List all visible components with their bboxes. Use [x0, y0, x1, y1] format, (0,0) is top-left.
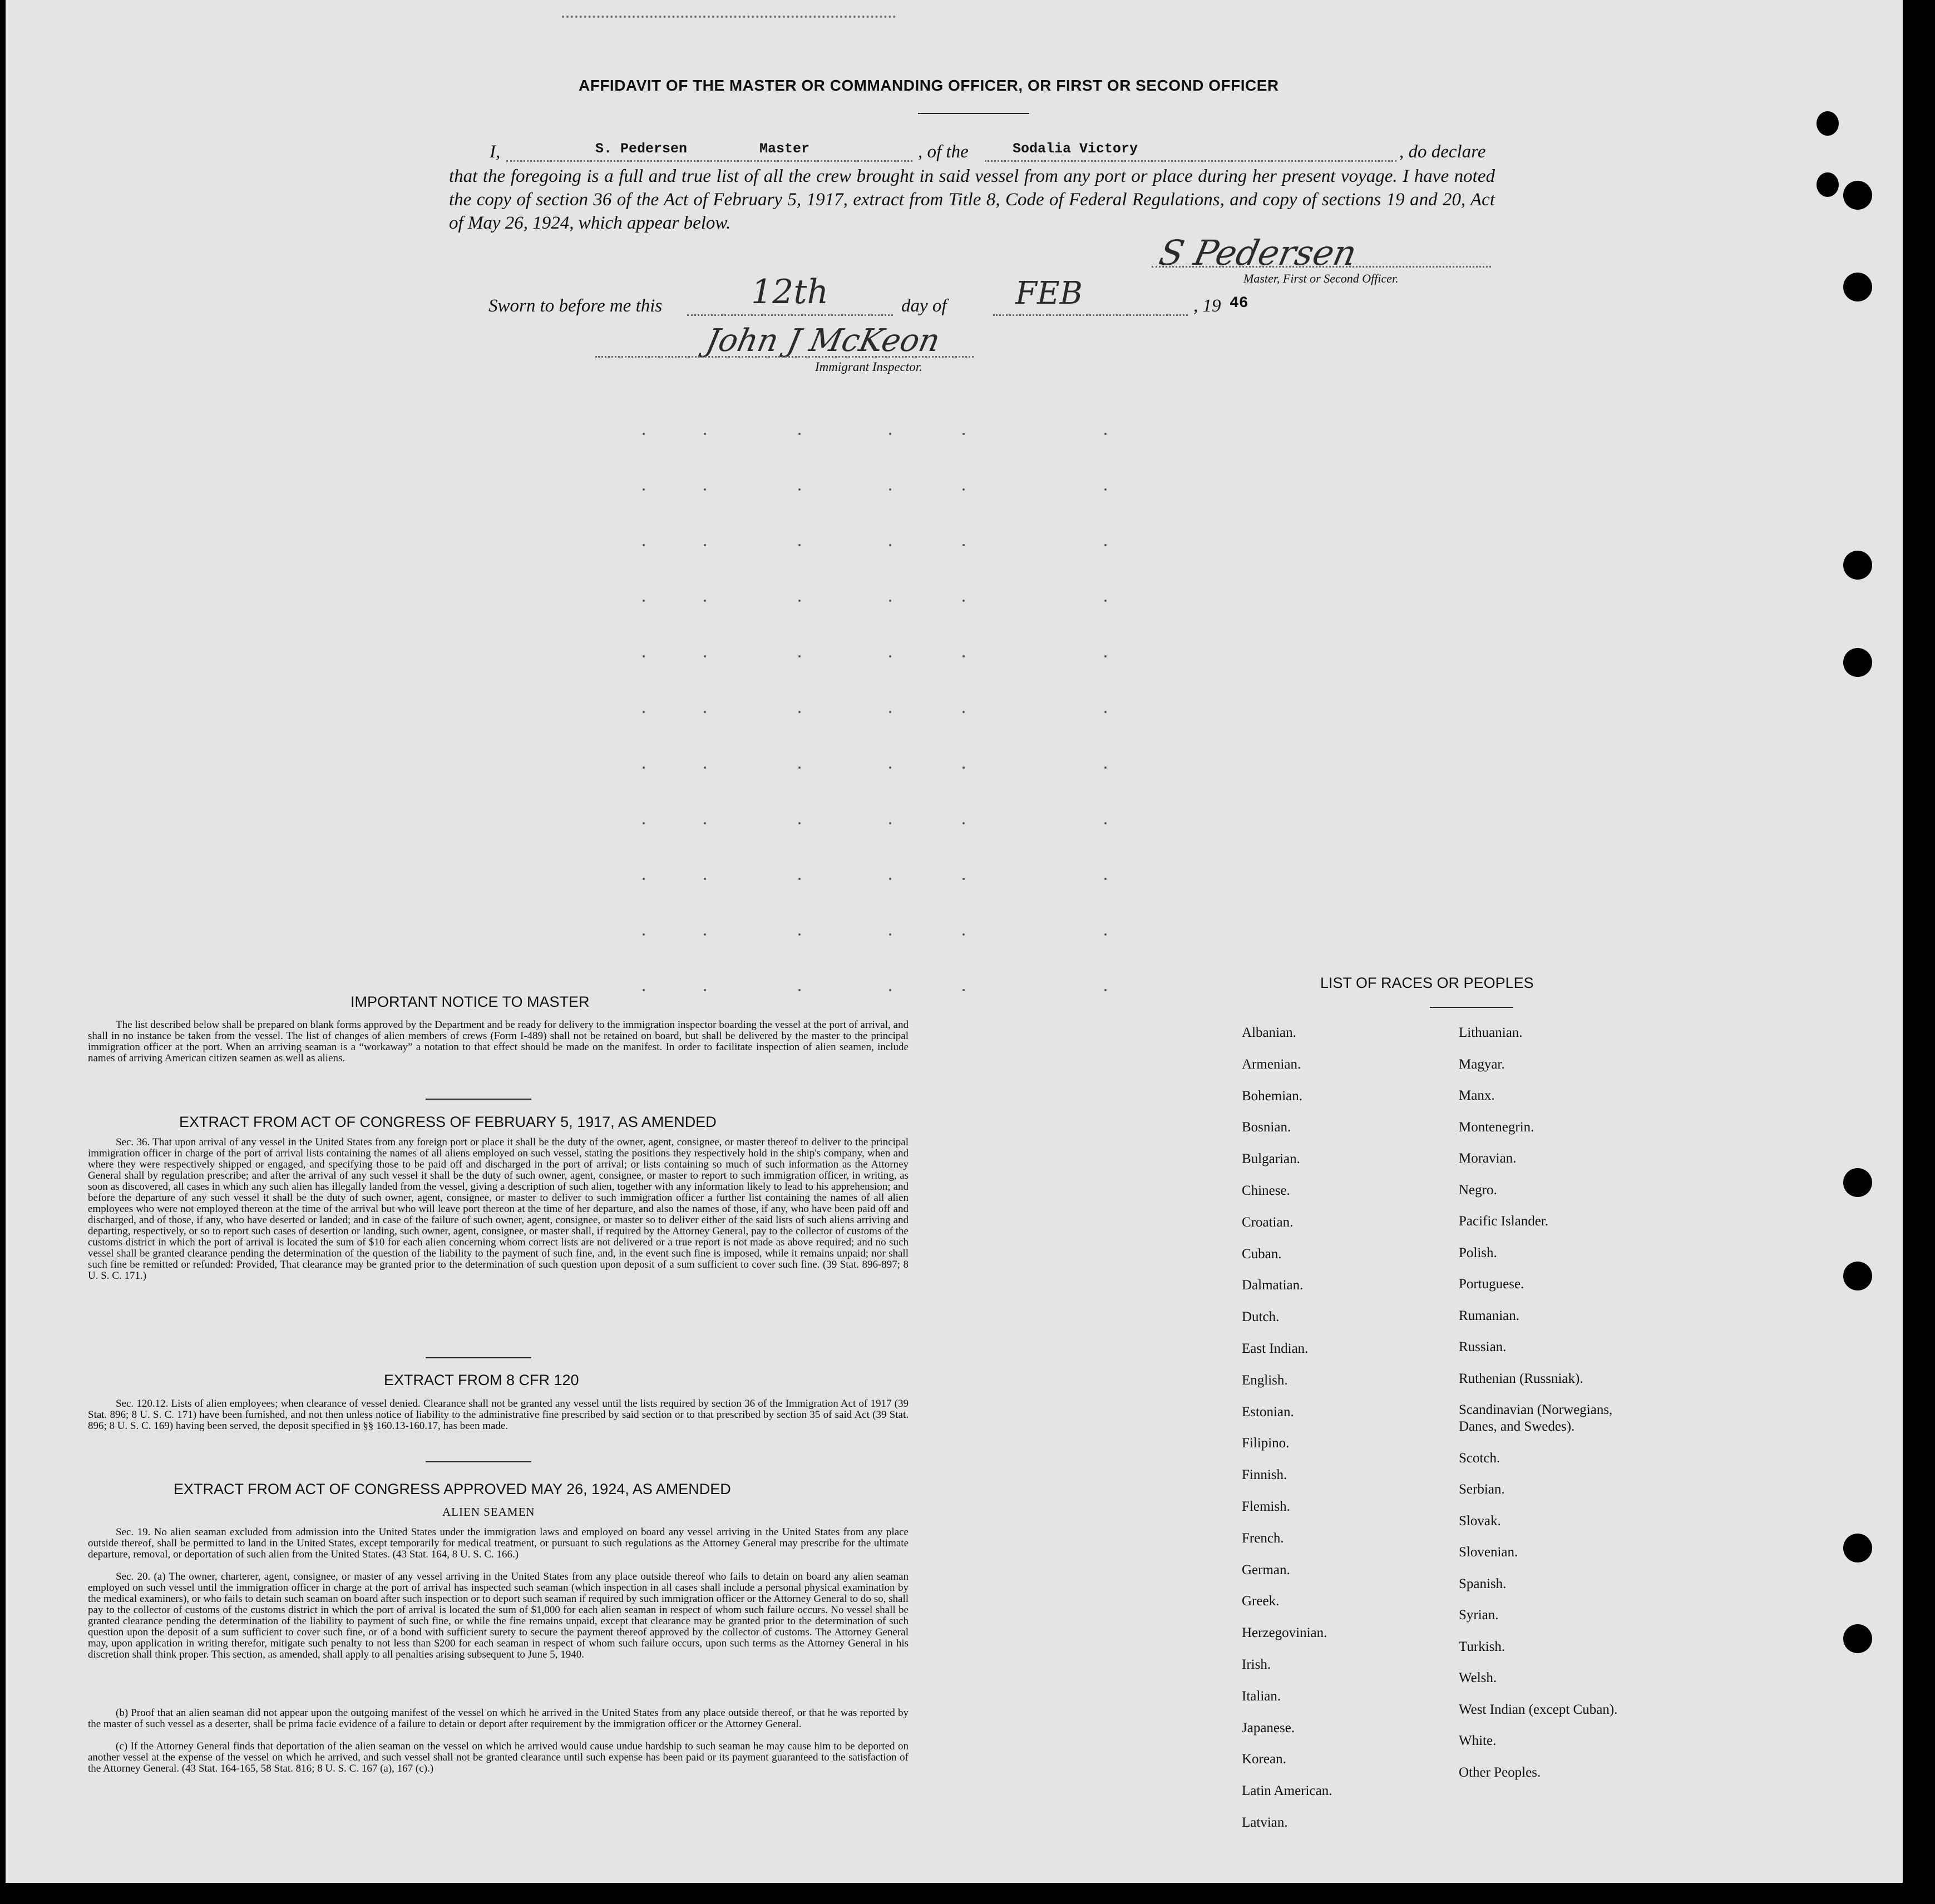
guide-dot — [704, 600, 706, 602]
signature-line — [1152, 266, 1491, 268]
extract-1917-heading: EXTRACT FROM ACT OF CONGRESS OF FEBRUARY 5, 1917, AS AMENDED — [179, 1114, 717, 1130]
race-item: Herzegovinian. — [1242, 1625, 1327, 1641]
race-item: Syrian. — [1459, 1608, 1499, 1623]
race-item: Armenian. — [1242, 1056, 1301, 1072]
guide-dot — [798, 766, 801, 769]
extract-cfr-body: Sec. 120.12. Lists of alien employees; when clearance of vessel denied. Clearance shall not be granted any vessel until the lists required by section 36 of the Immigration Act of 1917 (39 Stat. 896; 8 U. S. C. 171) have been furnished, and not then unless notice of liability to the administrative fine prescribed by said section or to that prescribed by section 35 of said Act (39 Stat. 896; 8 U. S. C. 169) having been served, the deposit specified in §§ 160.13-160.17, has been made. — [88, 1398, 909, 1432]
race-item: Bosnian. — [1242, 1120, 1291, 1135]
race-item: Dalmatian. — [1242, 1278, 1304, 1293]
race-item: Ruthenian (Russniak). — [1459, 1371, 1583, 1386]
race-item: Turkish. — [1459, 1639, 1505, 1654]
guide-dot — [889, 711, 891, 713]
race-item: Welsh. — [1459, 1670, 1497, 1685]
guide-dot — [962, 433, 965, 435]
guide-dot — [798, 488, 801, 491]
binder-hole — [1843, 181, 1872, 210]
race-item: Flemish. — [1242, 1499, 1290, 1514]
race-item: Russian. — [1459, 1339, 1507, 1354]
race-item: Montenegrin. — [1459, 1119, 1534, 1135]
sworn-month: FEB — [1015, 275, 1083, 311]
title-rule — [918, 113, 1029, 114]
race-item: Portuguese. — [1459, 1277, 1524, 1292]
guide-dot — [798, 933, 801, 936]
race-item: Moravian. — [1459, 1151, 1517, 1166]
sworn-year: 46 — [1230, 295, 1248, 312]
extract-1917-rule — [426, 1357, 531, 1358]
race-item: Danes, and Swedes). — [1459, 1419, 1575, 1434]
race-item: Slovenian. — [1459, 1545, 1518, 1560]
race-item: Manx. — [1459, 1088, 1495, 1103]
guide-dot — [1104, 878, 1107, 880]
sworn-month-field — [993, 314, 1188, 316]
race-item: Estonian. — [1242, 1404, 1294, 1420]
guide-dot — [962, 488, 965, 491]
guide-dot — [889, 655, 891, 657]
guide-dot — [704, 989, 706, 991]
declaration-body: that the foregoing is a full and true list of all the crew brought in said vessel from any port or place during her present voyage. I have noted the copy of section 36 of the Act of February 5, 1917, extract from Title 8, Code of Federal Regulations, and copy of sections 19 and 20, Act of May 26, 1924, which appear below. — [449, 166, 1495, 233]
notice-rule — [426, 1099, 531, 1100]
race-item: White. — [1459, 1733, 1497, 1748]
guide-dot — [643, 433, 645, 435]
guide-dot — [798, 822, 801, 824]
guide-dot — [643, 544, 645, 546]
guide-dot — [962, 766, 965, 769]
extract-1924-sec20b: (b) Proof that an alien seaman did not appear upon the outgoing manifest of the vessel on which he arrived in the United States from any place outside thereof, or that he was reported by the master of such vessel as a deserter, shall be prima facie evidence of a failure to detain or deport after requirement by the immigration officer or the Attorney General. — [88, 1707, 909, 1730]
extract-cfr-heading: EXTRACT FROM 8 CFR 120 — [384, 1372, 579, 1388]
race-item: Other Peoples. — [1459, 1764, 1541, 1780]
guide-dot — [962, 655, 965, 657]
binder-hole — [1843, 1534, 1872, 1562]
race-item: Albanian. — [1242, 1025, 1296, 1040]
master-signature: S Pedersen — [1156, 233, 1361, 273]
race-item: Rumanian. — [1459, 1308, 1520, 1323]
race-item: Filipino. — [1242, 1436, 1290, 1451]
race-item: Chinese. — [1242, 1183, 1290, 1198]
inspector-signature: John J McKeon — [703, 323, 944, 359]
guide-dot — [798, 600, 801, 602]
sworn-text: Sworn to before me this — [488, 296, 663, 316]
guide-dot — [704, 933, 706, 936]
do-declare-text: , do declare — [1399, 142, 1486, 162]
extract-1924-sec20c: (c) If the Attorney General finds that deportation of the alien seaman on the vessel on which he arrived would cause undue hardship to such seaman he may cause him to be deported on another vessel at the expense of the vessel on which he arrived, and such vessel shall not be granted clearance until such expense has been paid or its payment guaranteed to the satisfaction of the Attorney General. (43 Stat. 164-165, 58 Stat. 816; 8 U. S. C. 167 (a), 167 (c).) — [88, 1740, 909, 1774]
guide-dot — [798, 711, 801, 713]
race-item: Bulgarian. — [1242, 1151, 1300, 1167]
inspector-caption: Immigrant Inspector. — [815, 360, 922, 374]
binder-hole — [1843, 1262, 1872, 1290]
name-rank-field — [506, 160, 912, 162]
guide-dot — [798, 544, 801, 546]
race-item: Magyar. — [1459, 1056, 1505, 1072]
race-item: Dutch. — [1242, 1309, 1280, 1325]
binder-hole — [1843, 273, 1872, 301]
alien-seamen-subheading: ALIEN SEAMEN — [442, 1505, 535, 1519]
sworn-day: 12th — [751, 273, 829, 311]
race-item: Croatian. — [1242, 1214, 1294, 1230]
races-heading: LIST OF RACES OR PEOPLES — [1320, 975, 1534, 991]
guide-dot — [798, 878, 801, 880]
guide-dot — [889, 433, 891, 435]
guide-dot — [643, 989, 645, 991]
guide-dot — [1104, 766, 1107, 769]
guide-dot — [798, 655, 801, 657]
signature-caption: Master, First or Second Officer. — [1243, 271, 1399, 285]
binder-hole — [1816, 111, 1839, 136]
guide-dot — [962, 933, 965, 936]
guide-dot — [889, 933, 891, 936]
race-item: Lithuanian. — [1459, 1025, 1523, 1040]
race-item: Negro. — [1459, 1182, 1497, 1198]
guide-dot — [643, 488, 645, 491]
of-the-text: , of the — [918, 142, 969, 162]
race-item: German. — [1242, 1562, 1290, 1577]
master-rank: Master — [759, 141, 810, 157]
guide-dot — [704, 655, 706, 657]
binder-hole — [1843, 551, 1872, 580]
guide-dot — [962, 544, 965, 546]
races-rule — [1430, 1007, 1513, 1008]
race-item: Japanese. — [1242, 1720, 1295, 1735]
affidavit-title: AFFIDAVIT OF THE MASTER OR COMMANDING OFFICER, OR FIRST OR SECOND OFFICER — [579, 77, 1279, 94]
guide-dot — [1104, 989, 1107, 991]
guide-dot — [704, 488, 706, 491]
race-item: Latvian. — [1242, 1815, 1288, 1830]
guide-dot — [704, 766, 706, 769]
top-smudge — [562, 16, 896, 29]
guide-dot — [1104, 433, 1107, 435]
document-page — [6, 0, 1903, 1883]
extract-1924-sec20a: Sec. 20. (a) The owner, charterer, agent, consignee, or master of any vessel arriving in the United States from any place outside thereof who fails to detain on board any alien seaman employed on such vessel until the immigration officer in charge at the port of arrival has inspected such seaman (which inspection in all cases shall include a personal physical examination by the medical examiners), or who fails to detain such seaman on board after such inspection or to deport such seaman if required by such immigration officer or the Attorney General to do so, shall pay to the collector of customs of the customs district in which the port of arrival is located the sum of $1,000 for each alien seaman in respect of whom such failure occurs. No vessel shall be granted clearance pending the determination of the liability to payment of such fine, or while the fine remains unpaid, except that clearance may be granted prior to the determination of such question upon the deposit of a sum sufficient to cover such fine, or of a bond with sufficient surety to secure the payment thereof approved by the collector of customs. The Attorney General may, upon application in writing therefor, mitigate such penalty to not less than $200 for each seaman in respect of whom such failure occurs, upon such terms as the Attorney General in his discretion shall think proper. This section, as amended, shall apply to all penalties arising subsequent to June 5, 1940. — [88, 1571, 909, 1660]
race-item: East Indian. — [1242, 1341, 1309, 1356]
race-item: Cuban. — [1242, 1246, 1282, 1262]
guide-dot — [1104, 544, 1107, 546]
year-prefix: , 19 — [1193, 296, 1221, 316]
race-item: English. — [1242, 1372, 1288, 1388]
guide-dot — [1104, 933, 1107, 936]
guide-dot — [889, 488, 891, 491]
guide-dot — [962, 822, 965, 824]
guide-dot — [798, 989, 801, 991]
race-item: Latin American. — [1242, 1783, 1332, 1799]
guide-dot — [704, 822, 706, 824]
guide-dot — [962, 878, 965, 880]
vessel-name: Sodalia Victory — [1013, 141, 1138, 157]
race-item: Scotch. — [1459, 1450, 1500, 1466]
guide-dot — [704, 433, 706, 435]
extract-cfr-rule — [426, 1461, 531, 1462]
race-item: Greek. — [1242, 1594, 1280, 1609]
guide-dot — [962, 711, 965, 713]
guide-dot — [1104, 488, 1107, 491]
binder-hole — [1843, 1168, 1872, 1197]
guide-dot — [889, 600, 891, 602]
binder-hole — [1816, 172, 1839, 197]
guide-dot — [798, 433, 801, 435]
race-item: Bohemian. — [1242, 1088, 1303, 1104]
notice-body: The list described below shall be prepared on blank forms approved by the Department and be ready for delivery to the immigration inspector boarding the vessel at the port of arrival, and shall in no instance be taken from the vessel. The list of changes of alien members of crews (Form I-489) shall not be retained on board, but shall be delivered by the master to the principal immigration officer at the port. When an arriving seaman is a “workaway” a notation to that effect should be made on the manifest. In order to facilitate inspection of alien seamen, include names of arriving American citizen seamen as well as aliens. — [88, 1019, 909, 1064]
race-item: West Indian (except Cuban). — [1459, 1702, 1618, 1717]
race-item: Pacific Islander. — [1459, 1214, 1549, 1229]
guide-dot — [889, 822, 891, 824]
guide-dot — [1104, 711, 1107, 713]
race-item: Serbian. — [1459, 1482, 1505, 1497]
race-item: Irish. — [1242, 1657, 1271, 1672]
guide-dot — [962, 989, 965, 991]
guide-dot — [1104, 600, 1107, 602]
race-item: Slovak. — [1459, 1513, 1501, 1529]
guide-dot — [643, 600, 645, 602]
guide-dot — [643, 822, 645, 824]
notice-heading: IMPORTANT NOTICE TO MASTER — [351, 993, 590, 1010]
extract-1924-sec19: Sec. 19. No alien seaman excluded from admission into the United States under the immigration laws and employed on board any vessel arriving in the United States from any place outside thereof, shall be permitted to land in the United States, except temporarily for medical treatment, or pursuant to such regulations as the Attorney General may prescribe for the ultimate departure, removal, or deportation of such alien from the United States. (43 Stat. 164, 8 U. S. C. 166.) — [88, 1526, 909, 1560]
extract-1924-heading: EXTRACT FROM ACT OF CONGRESS APPROVED MAY 26, 1924, AS AMENDED — [174, 1481, 731, 1497]
race-item: Korean. — [1242, 1752, 1286, 1767]
master-name: S. Pedersen — [595, 141, 688, 157]
vessel-field — [985, 160, 1396, 162]
guide-dot — [643, 878, 645, 880]
race-item: French. — [1242, 1530, 1284, 1546]
guide-dot — [889, 766, 891, 769]
guide-dot — [704, 711, 706, 713]
guide-dot — [962, 600, 965, 602]
guide-dot — [643, 933, 645, 936]
inspector-line — [595, 356, 974, 358]
guide-dot — [643, 711, 645, 713]
guide-dot — [704, 544, 706, 546]
guide-dot — [1104, 655, 1107, 657]
guide-dot — [704, 878, 706, 880]
guide-dot — [643, 766, 645, 769]
race-item: Finnish. — [1242, 1467, 1287, 1483]
guide-dot — [889, 544, 891, 546]
guide-dot — [1104, 822, 1107, 824]
binder-hole — [1843, 648, 1872, 677]
sworn-day-field — [687, 314, 893, 316]
guide-dot — [643, 655, 645, 657]
declaration-prefix: I, — [490, 142, 501, 162]
guide-dot — [889, 989, 891, 991]
guide-dot — [889, 878, 891, 880]
race-item: Scandinavian (Norwegians, — [1459, 1402, 1613, 1417]
race-item: Spanish. — [1459, 1576, 1507, 1591]
extract-1917-body: Sec. 36. That upon arrival of any vessel in the United States from any foreign port or place it shall be the duty of the owner, agent, consignee, or master thereof to deliver to the principal immigration officer in charge of the port of arrival lists containing the names of all aliens employed on such vessel, stating the positions they respectively hold in the ship's company, when and where they were respectively shipped or engaged, and specifying those to be paid off and discharged in the port of arrival; or lists containing so much of such information as the Attorney General shall by regulation prescribe; and after the arrival of any such vessel it shall be the duty of such owner, agent, consignee, or master to report to such immigration officer, in writing, as soon as discovered, all cases in which any such alien has illegally landed from the vessel, giving a description of such alien, together with any information likely to lead to his apprehension; and before the departure of any such vessel it shall be the duty of such owner, agent, consignee, or master to deliver to such immigration officer a further list containing the names of all alien employees who were not employed thereon at the time of the arrival but who will leave port thereon at the time of her departure, and also the names of those, if any, who have been paid off and discharged, and of those, if any, who have deserted or landed; and in case of the failure of such owner, agent, consignee, or master so to deliver either of the said lists of such aliens arriving and departing, respectively, or so to report such cases of desertion or landing, such owner, agent, consignee, or master shall, if required by the Attorney General, pay to the collector of customs of the customs district in which the port of arrival is located the sum of $10 for each alien concerning whom correct lists are not delivered or a true report is not made as above required; and no such vessel shall be granted clearance pending the determination of the question of the liability to the payment of such fine, and, in the event such fine is imposed, while it remains unpaid; nor shall such fine be remitted or refunded: Provided, That clearance may be granted prior to the determination of such question upon deposit of a sum sufficient to cover such fine. (39 Stat. 896-897; 8 U. S. C. 171.) — [88, 1136, 909, 1282]
day-of-text: day of — [901, 296, 947, 316]
binder-hole — [1843, 1624, 1872, 1653]
race-item: Italian. — [1242, 1688, 1281, 1704]
race-item: Polish. — [1459, 1245, 1497, 1260]
